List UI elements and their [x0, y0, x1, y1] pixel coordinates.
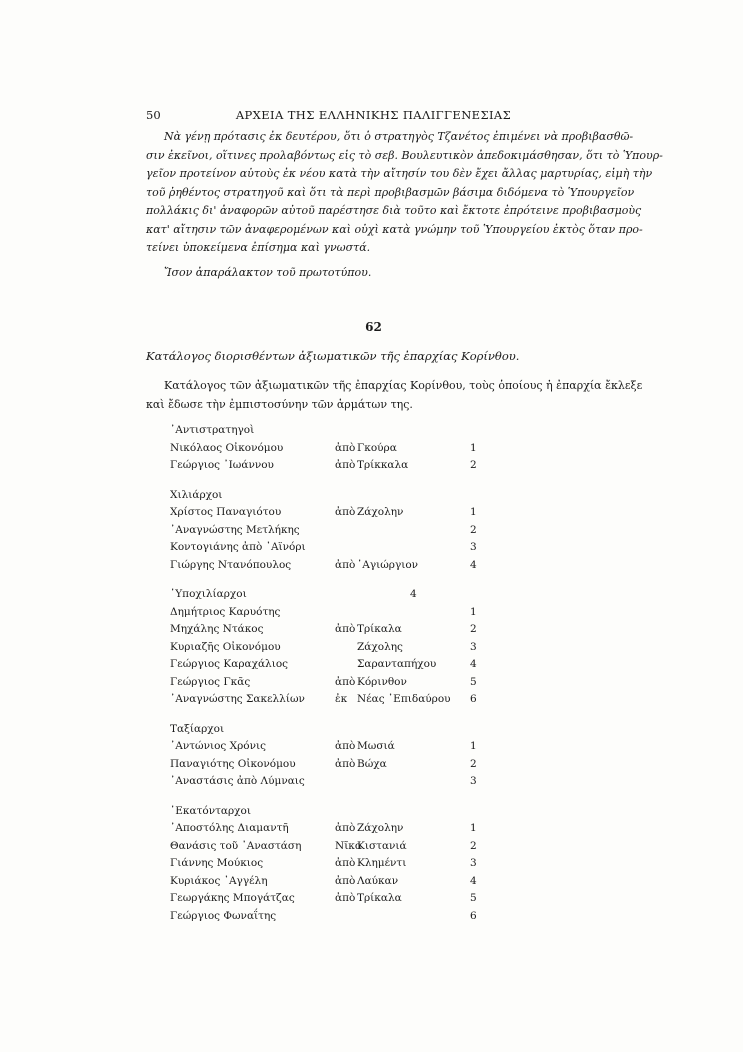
- officer-row: [170, 524, 500, 542]
- officer-name: ᾿Αποστόλης Διαμαντῆ: [170, 822, 289, 834]
- officer-number: 2: [470, 523, 477, 536]
- officer-origin: Κιστανιά: [357, 839, 407, 852]
- officer-row: [170, 693, 500, 711]
- officer-row: [170, 541, 500, 559]
- group-spacer: [170, 793, 500, 805]
- document-number: 62: [365, 320, 382, 334]
- officer-origin: Λαύκαν: [357, 874, 399, 887]
- intro-line: Κατάλογος τῶν ἀξιωματικῶν τῆς ἐπαρχίας Κορίνθου, τοὺς ὁποίους ἡ ἐπαρχία ἔκλεξε: [164, 379, 643, 392]
- officer-name: Νικόλαος Οἰκονόμου: [170, 441, 284, 454]
- group-spacer: [170, 711, 500, 723]
- officer-name: Θανάσις τοῦ ᾿Αναστάση: [170, 839, 302, 852]
- officer-number: 1: [470, 740, 477, 752]
- officer-number: 2: [470, 839, 477, 852]
- officer-row: [170, 910, 500, 928]
- officer-origin-prefix: ἀπὸ: [335, 874, 356, 887]
- rank-heading: [170, 489, 500, 507]
- officer-number: 2: [470, 459, 477, 471]
- officer-row: [170, 459, 500, 477]
- officer-origin: ῾Αγιώργιον: [357, 558, 419, 571]
- officer-origin-prefix: ἀπὸ: [335, 623, 356, 635]
- officer-number: 3: [470, 857, 477, 869]
- paragraph-line: τοῦ ῥηθέντος στρατηγοῦ καὶ ὅτι τὰ περὶ προβιβασμῶν βάσιμα διδόμενα τὸ Ὑπουργεῖον: [146, 185, 635, 199]
- officer-number: 1: [470, 822, 477, 834]
- officer-origin: Νέας ᾿Επιδαύρου: [357, 693, 451, 705]
- officer-origin-prefix: ἀπὸ: [335, 459, 356, 471]
- officer-origin: Ζάχολην: [357, 506, 404, 518]
- officer-number: 5: [470, 675, 477, 688]
- officer-row: [170, 658, 500, 676]
- officer-number: 5: [470, 892, 477, 904]
- officer-name: Χρίστος Παναγιότου: [170, 506, 282, 518]
- officer-origin-prefix: ἀπὸ: [335, 740, 356, 752]
- paragraph-line: γεῖον προτείνον αὐτοὺς ἐκ νέου κατὰ τὴν αἴτησίν του δὲν ἔχει ἄλλας μαρτυρίας, εἰμὴ τὴν: [146, 167, 653, 180]
- officer-name: ᾿Αναγνώστης Σακελλίων: [170, 693, 305, 705]
- officer-row: [170, 606, 500, 624]
- officer-name: Μηχάλης Ντάκος: [170, 623, 264, 635]
- officer-name: ᾿Αναστάσις ἀπὸ Λύμναις: [170, 775, 305, 787]
- intro-paragraph: [146, 376, 643, 414]
- officer-row: [170, 875, 500, 893]
- paragraph-line: κατ' αἴτησιν τῶν ἀναφερομένων καὶ οὐχὶ κατὰ γνώμην τοῦ Ὑπουργείου ἐκτὸς ὅταν προ-: [146, 222, 643, 236]
- paragraph-line: Νὰ γένῃ πρότασις ἐκ δευτέρου, ὅτι ὁ στρατηγὸς Τζανέτος ἐπιμένει νὰ προβιβασθῶ-: [164, 130, 634, 143]
- officer-number: 3: [470, 640, 477, 653]
- intro-line: καὶ ἔδωσε τὴν ἐμπιστοσύνην τῶν ἁρμάτων της.: [146, 398, 413, 411]
- officer-origin-prefix: ἀπὸ: [335, 892, 356, 904]
- officer-name: Γεώργιος ᾿Ιωάννου: [170, 459, 274, 471]
- running-head: [146, 108, 601, 126]
- officer-number: 4: [470, 658, 477, 670]
- rank-heading-label: Ταξίαρχοι: [170, 722, 225, 735]
- group-spacer: [170, 576, 500, 588]
- officer-number: 3: [470, 775, 477, 787]
- officer-origin: Τρίκαλα: [357, 892, 402, 904]
- officer-row: [170, 840, 500, 858]
- officer-origin-prefix: ἀπὸ: [335, 857, 356, 869]
- officer-name: Κυριαζῆς Οἰκονόμου: [170, 640, 281, 653]
- officer-row: [170, 641, 500, 659]
- officer-number: 4: [470, 558, 477, 571]
- officer-origin-prefix: ἀπὸ: [335, 822, 356, 834]
- officer-number: 4: [470, 874, 477, 887]
- officer-name: Κυριάκος ᾿Αγγέλη: [170, 874, 268, 887]
- officer-origin: Ζάχολης: [357, 640, 403, 653]
- officer-origin-prefix: Νῖκα: [335, 839, 362, 852]
- officer-origin: Βώχα: [357, 757, 387, 770]
- officer-name: Γεωργάκης Μπογάτζας: [170, 892, 295, 904]
- rank-heading: [170, 588, 500, 606]
- officer-row: [170, 740, 500, 758]
- officer-number: 2: [470, 757, 477, 770]
- officer-number: 1: [470, 441, 477, 454]
- officer-number: 6: [470, 909, 477, 922]
- paragraph-line: Ἴσον ἀπαράλακτον τοῦ πρωτοτύπου.: [164, 266, 372, 279]
- officer-origin-prefix: ἀπὸ: [335, 441, 356, 454]
- officer-name: Δημήτριος Καρυότης: [170, 605, 281, 618]
- officer-name: Γεώργιος Καραχάλιος: [170, 658, 289, 670]
- paragraph-1: [146, 128, 663, 258]
- officer-row: [170, 892, 500, 910]
- rank-heading-label: Χιλιάρχοι: [170, 488, 223, 501]
- officer-origin-prefix: ἀπὸ: [335, 558, 356, 571]
- officer-number: 2: [470, 623, 477, 635]
- officer-origin: Σαρανταπήχου: [357, 658, 437, 670]
- officer-name: Παναγιότης Οἰκονόμου: [170, 757, 296, 770]
- officer-number: 1: [470, 506, 477, 518]
- rank-heading-number: 4: [410, 588, 417, 600]
- officer-name: Γεώργιος Γκᾶς: [170, 675, 251, 688]
- paragraph-line: πολλάκις δι' ἀναφορῶν αὐτοῦ παρέστησε διὰ τοῦτο καὶ ἔκτοτε ἐπρότεινε προβιβασμοὺς: [146, 204, 642, 217]
- officer-name: ᾿Αναγνώστης Μετλήκης: [170, 523, 300, 536]
- officer-row: [170, 758, 500, 776]
- officer-number: 1: [470, 605, 477, 618]
- officer-origin: Τρίκκαλα: [357, 459, 409, 471]
- rank-heading: [170, 424, 500, 442]
- rank-heading-label: ῾Υποχιλίαρχοι: [170, 588, 247, 600]
- officer-name: ᾿Αντώνιος Χρόνις: [170, 740, 266, 752]
- paragraph-line: τείνει ὑποκείμενα ἐπίσημα καὶ γνωστά.: [146, 241, 371, 254]
- document-title: Κατάλογος διορισθέντων ἀξιωματικῶν τῆς ἐπαρχίας Κορίνθου.: [146, 349, 520, 363]
- officer-row: [170, 676, 500, 694]
- page-number: 50: [146, 108, 161, 122]
- group-spacer: [170, 477, 500, 489]
- paragraph-line: σιν ἐκεῖνοι, οἵτινες προλαβόντως εἰς τὸ σεβ. Βουλευτικὸν ἀπεδοκιμάσθησαν, ὅτι τὸ Ὑπουρ-: [146, 148, 663, 162]
- officer-origin: Ζάχολην: [357, 822, 404, 834]
- rank-heading: [170, 805, 500, 823]
- officer-origin-prefix: ἀπὸ: [335, 675, 356, 688]
- officer-name: Γιάννης Μούκιος: [170, 857, 264, 869]
- officer-name: Κοντογιάνης ἀπὸ ᾿Αϊνόρι: [170, 541, 306, 553]
- officer-row: [170, 506, 500, 524]
- officer-row: [170, 775, 500, 793]
- officer-origin: Κλημέντι: [357, 857, 407, 869]
- paragraph-2: [146, 264, 601, 283]
- officer-origin-prefix: ἀπὸ: [335, 506, 356, 518]
- rank-heading: [170, 723, 500, 741]
- officer-origin: Τρίκαλα: [357, 623, 402, 635]
- officer-row: [170, 857, 500, 875]
- officer-name: Γεώργιος Φωναΐτης: [170, 909, 277, 922]
- officer-origin: Κόρινθον: [357, 675, 407, 688]
- officer-name: Γιώργης Ντανόπουλος: [170, 558, 292, 571]
- officer-row: [170, 822, 500, 840]
- officer-origin-prefix: ἐκ: [335, 693, 348, 705]
- rank-heading-label: ῾Εκατόνταρχοι: [170, 804, 251, 817]
- officer-row: [170, 559, 500, 577]
- officer-row: [170, 442, 500, 460]
- officer-number: 3: [470, 541, 477, 553]
- running-title: ΑΡΧΕΙΑ ΤΗΣ ΕΛΛΗΝΙΚΗΣ ΠΑΛΙΓΓΕΝΕΣΙΑΣ: [235, 108, 512, 122]
- rank-heading-label: ᾿Αντιστρατηγοὶ: [170, 424, 255, 436]
- officers-list: [170, 424, 500, 927]
- officer-origin: Γκούρα: [357, 441, 397, 454]
- officer-row: [170, 623, 500, 641]
- officer-number: 6: [470, 693, 477, 705]
- officer-origin: Μωσιά: [357, 740, 395, 752]
- officer-origin-prefix: ἀπὸ: [335, 757, 356, 770]
